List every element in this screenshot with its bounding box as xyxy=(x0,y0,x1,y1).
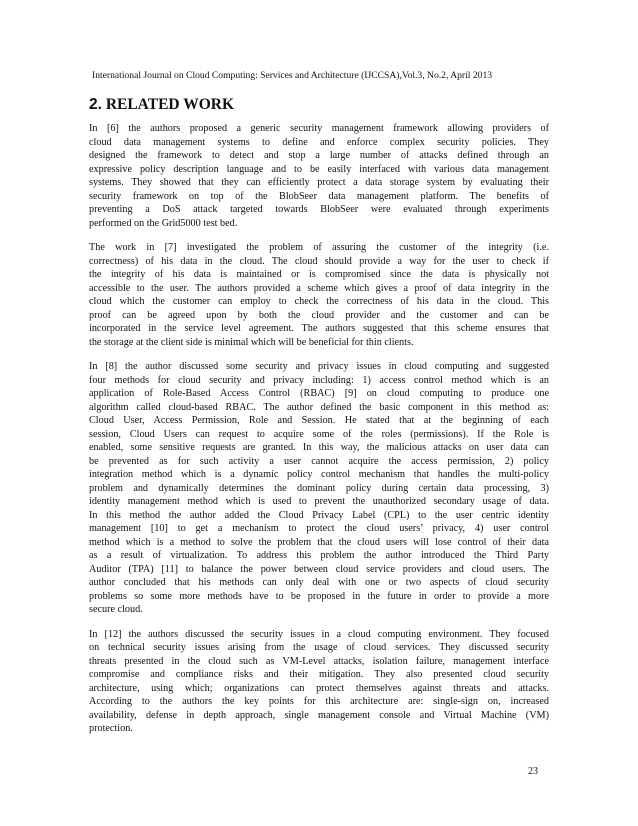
paragraph-line: the integrity of his data is maintained or is compromised since the data is physically not xyxy=(89,269,549,280)
paragraph-line: identity management method which is used to prevent the unauthorized secondary usage of data. xyxy=(89,496,549,507)
paragraph xyxy=(89,241,549,349)
paragraph-line: Cloud User, Access Permission, Role and Session. He stated that at the beginning of each xyxy=(89,415,549,426)
paragraph-line: four methods for cloud security and privacy including: 1) access control method which is an xyxy=(89,374,549,386)
paragraph-line: session, Cloud Users can request to acquire some of the roles (permissions). If the Role is xyxy=(89,428,549,440)
paragraph xyxy=(89,628,549,736)
paragraph-line: cloud which the customer can employ to check the correctness of his data in the cloud. This xyxy=(89,296,549,307)
paragraph-line: problem and dynamically determines the dominant policy during certain data processing, 3) xyxy=(89,482,549,494)
paragraph-line: algorithm called cloud-based RBAC. The author defined the basic component in this method as: xyxy=(89,401,549,413)
paragraph-line: management [10] to get a mechanism to protect the cloud users’ privacy, 4) user control xyxy=(89,523,549,534)
paragraph-line: as a result of virtualization. To address this problem the author introduced the Third Party xyxy=(89,550,549,561)
paragraph-line: In this method the author added the Cloud Privacy Label (CPL) to the user centric identity xyxy=(89,509,549,521)
section-heading xyxy=(89,95,234,114)
paragraph-line: In [6] the authors proposed a generic security management framework allowing providers of xyxy=(89,123,549,134)
paragraph-line: cloud data management systems to define and enforce complex security policies. They xyxy=(89,136,549,148)
paragraph-line: According to the authors the key points for this architecture are: single-sign on, increased xyxy=(89,696,549,707)
paragraph-line: threats presented in the cloud such as VM-Level attacks, isolation failure, management interface xyxy=(89,655,549,667)
paragraph-line: architecture, using which; organizations can protect themselves against threats and attacks. xyxy=(89,682,549,694)
paragraph-line: security framework on top of the BlobSeer data management platform. The benefits of xyxy=(89,190,549,202)
paragraph-line: systems. They showed that they can efficiently protect a data storage system by evaluating their xyxy=(89,177,549,188)
paragraph-line: application of Role-Based Access Control (RBAC) [9] on cloud computing to produce one xyxy=(89,388,549,399)
paragraph-line: protection. xyxy=(89,723,133,734)
paragraph-line: In [8] the author discussed some security and privacy issues in cloud computing and suggested xyxy=(89,361,549,372)
paragraph-line: on technical security issues arising from the usage of cloud services. They discussed security xyxy=(89,642,549,653)
paragraph-line: the storage at the client side is minimal which will be beneficial for thin clients. xyxy=(89,336,414,348)
paragraph-line: expressive policy description language and to be easily interfaced with various data management xyxy=(89,163,549,175)
paragraph-line: availability, defense in depth approach, single management console and Virtual Machine (VM) xyxy=(89,709,549,721)
section-title: RELATED WORK xyxy=(105,96,234,113)
paragraph-line: incorporated in the service level agreement. The authors suggested that this scheme ensures that xyxy=(89,323,549,334)
paragraph xyxy=(89,122,549,230)
paragraph-line: enabled, some sensitive requests are granted. In this way, the malicious attacks on user data can xyxy=(89,442,549,453)
paragraph-line: method which is a method to solve the problem that the cloud users will lose control of their data xyxy=(89,536,549,548)
paragraph-line: The work in [7] investigated the problem of assuring the customer of the integrity (i.e. xyxy=(89,242,549,253)
paragraph-line: In [12] the authors discussed the security issues in a cloud computing environment. They focused xyxy=(89,628,549,640)
paragraph-line: secure cloud. xyxy=(89,604,143,615)
paragraph-line: preventing a DoS attack targeted towards BlobSeer were evaluated through experiments xyxy=(89,204,549,215)
paragraph-line: designed the framework to detect and stop a large number of attacks defined through an xyxy=(89,150,549,161)
paragraph xyxy=(89,360,549,617)
running-header: International Journal on Cloud Computing: Services and Architecture (IJCCSA),Vol.3, No.2, April 2013 xyxy=(92,70,493,81)
paragraph-line: be prevented as for such activity a user cannot acquire the access permission, 2) policy xyxy=(89,455,549,467)
paragraph-line: compromise and compliance risks and their mitigation. They also presented cloud security xyxy=(89,669,549,680)
paragraph-line: author concluded that his methods can only deal with one or two aspects of cloud security xyxy=(89,577,549,588)
paragraph-line: proof can be agreed upon by both the cloud provider and the customer and can be xyxy=(89,309,549,321)
paragraph-line: accessible to the user. The authors provided a scheme which gives a proof of data integrity in the xyxy=(89,282,549,294)
paragraph-line: integration method which is a dynamic policy control mechanism that handles the multi-policy xyxy=(89,469,549,480)
paragraph-line: Auditor (TPA) [11] to balance the power between cloud service providers and cloud users. The xyxy=(89,563,549,575)
paragraph-line: correctness) of his data in the cloud. The cloud should provide a way for the user to check if xyxy=(89,255,549,267)
section-number: 2. xyxy=(89,96,102,113)
paragraph-line: problems so some more methods have to be proposed in the future in order to provide a more xyxy=(89,590,549,602)
page-number: 23 xyxy=(528,766,538,777)
body-text xyxy=(89,122,549,747)
paragraph-line: performed on the Grid5000 test bed. xyxy=(89,217,238,229)
